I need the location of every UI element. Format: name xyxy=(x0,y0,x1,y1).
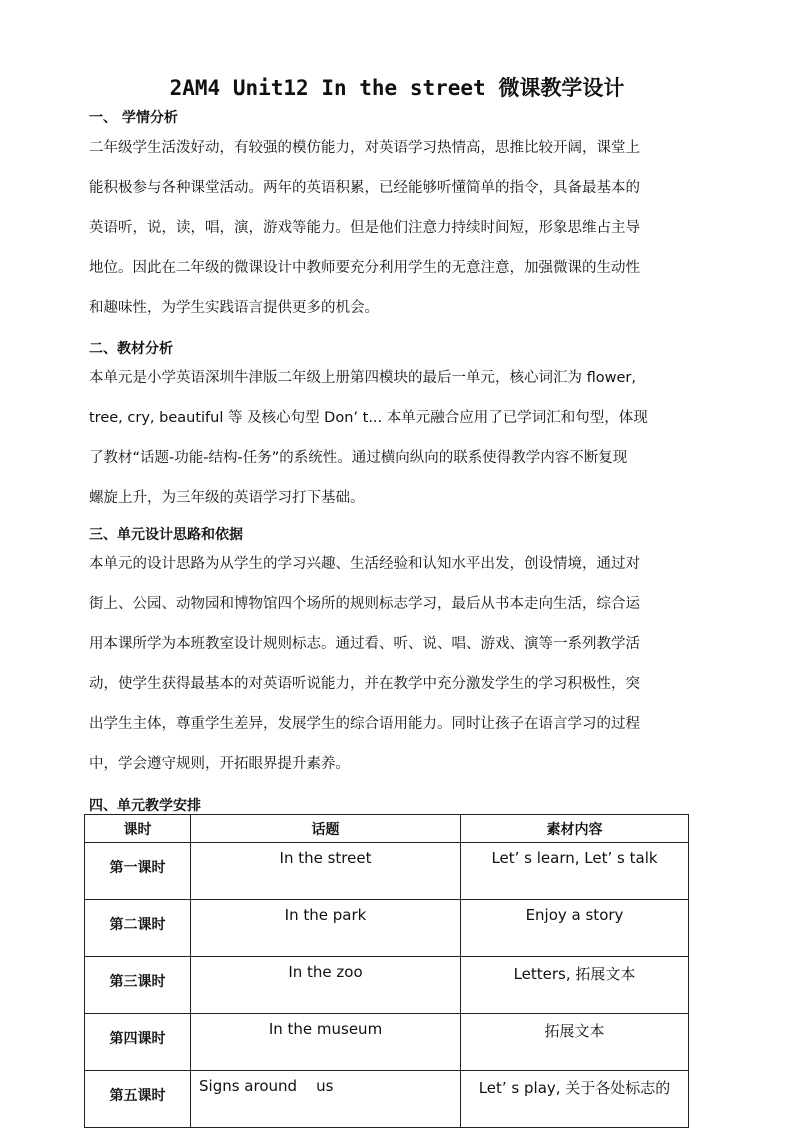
paragraph-line: 用本课所学为本班教室设计规则标志。通过看、听、说、唱、游戏、演等一系列教学活 xyxy=(89,636,640,652)
paragraph-line: 中，学会遵守规则，开拓眼界提升素养。 xyxy=(89,756,350,772)
paragraph-line: 本单元的设计思路为从学生的学习兴趣、生活经验和认知水平出发，创设情境，通过对 xyxy=(89,556,640,572)
paragraph-line: 英语听，说，读，唱，演，游戏等能力。但是他们注意力持续时间短，形象思维占主导 xyxy=(89,220,640,236)
paragraph-line: 二年级学生活泼好动，有较强的模仿能力，对英语学习热情高，思推比较开阔，课堂上 xyxy=(89,140,640,156)
paragraph-line: 动，使学生获得最基本的对英语听说能力，并在教学中充分激发学生的学习积极性，突 xyxy=(89,676,640,692)
table-header-cell: 课时 xyxy=(85,815,191,843)
table-row xyxy=(85,1014,689,1071)
section-heading-design-rationale: 三、单元设计思路和依据 xyxy=(89,527,243,543)
paragraph-line: 螺旋上升，为三年级的英语学习打下基础。 xyxy=(89,490,365,506)
topic-cell: In the park xyxy=(191,900,461,957)
paragraph-learner-analysis xyxy=(89,128,707,328)
lesson-cell: 第五课时 xyxy=(85,1071,191,1128)
material-cell: Let’ s play, 关于各处标志的 xyxy=(461,1071,689,1128)
lesson-cell: 第三课时 xyxy=(85,957,191,1014)
lesson-cell: 第一课时 xyxy=(85,843,191,900)
topic-cell: In the street xyxy=(191,843,461,900)
material-cell: Let’ s learn, Let’ s talk xyxy=(461,843,689,900)
topic-cell: In the zoo xyxy=(191,957,461,1014)
paragraph-line: 本单元是小学英语深圳牛津版二年级上册第四模块的最后一单元，核心词汇为 flower, xyxy=(89,370,636,386)
material-cell: 拓展文本 xyxy=(461,1014,689,1071)
table-row xyxy=(85,900,689,957)
paragraph-material-analysis xyxy=(89,358,707,518)
table-header-cell: 素材内容 xyxy=(461,815,689,843)
lesson-cell: 第四课时 xyxy=(85,1014,191,1071)
schedule-table xyxy=(84,814,689,1128)
paragraph-line: 街上、公园、动物园和博物馆四个场所的规则标志学习，最后从书本走向生活，综合运 xyxy=(89,596,640,612)
paragraph-design-rationale xyxy=(89,544,707,784)
paragraph-line: 能积极参与各种课堂活动。两年的英语积累，已经能够听懂简单的指令，具备最基本的 xyxy=(89,180,640,196)
topic-cell: Signs around us xyxy=(191,1071,461,1128)
section-heading-teaching-schedule: 四、单元教学安排 xyxy=(89,798,201,814)
section-heading-learner-analysis: 一、 学情分析 xyxy=(89,110,178,126)
document-title: 2AM4 Unit12 In the street 微课教学设计 xyxy=(169,76,625,100)
table-row xyxy=(85,843,689,900)
lesson-cell: 第二课时 xyxy=(85,900,191,957)
table-header-cell: 话题 xyxy=(191,815,461,843)
topic-cell: In the museum xyxy=(191,1014,461,1071)
table-row xyxy=(85,957,689,1014)
material-cell: Letters, 拓展文本 xyxy=(461,957,689,1014)
paragraph-line: tree, cry, beautiful 等 及核心句型 Don’ t... 本单元融合应用了已学词汇和句型，体现 xyxy=(89,410,648,426)
paragraph-line: 了教材“话题-功能-结构-任务”的系统性。通过横向纵向的联系使得教学内容不断复现 xyxy=(89,450,628,466)
material-cell: Enjoy a story xyxy=(461,900,689,957)
section-heading-material-analysis: 二、教材分析 xyxy=(89,341,173,357)
paragraph-line: 地位。因此在二年级的微课设计中教师要充分利用学生的无意注意，加强微课的生动性 xyxy=(89,260,640,276)
table-header-row xyxy=(85,815,689,843)
paragraph-line: 出学生主体，尊重学生差异，发展学生的综合语用能力。同时让孩子在语言学习的过程 xyxy=(89,716,640,732)
table-row xyxy=(85,1071,689,1128)
paragraph-line: 和趣味性，为学生实践语言提供更多的机会。 xyxy=(89,300,379,316)
